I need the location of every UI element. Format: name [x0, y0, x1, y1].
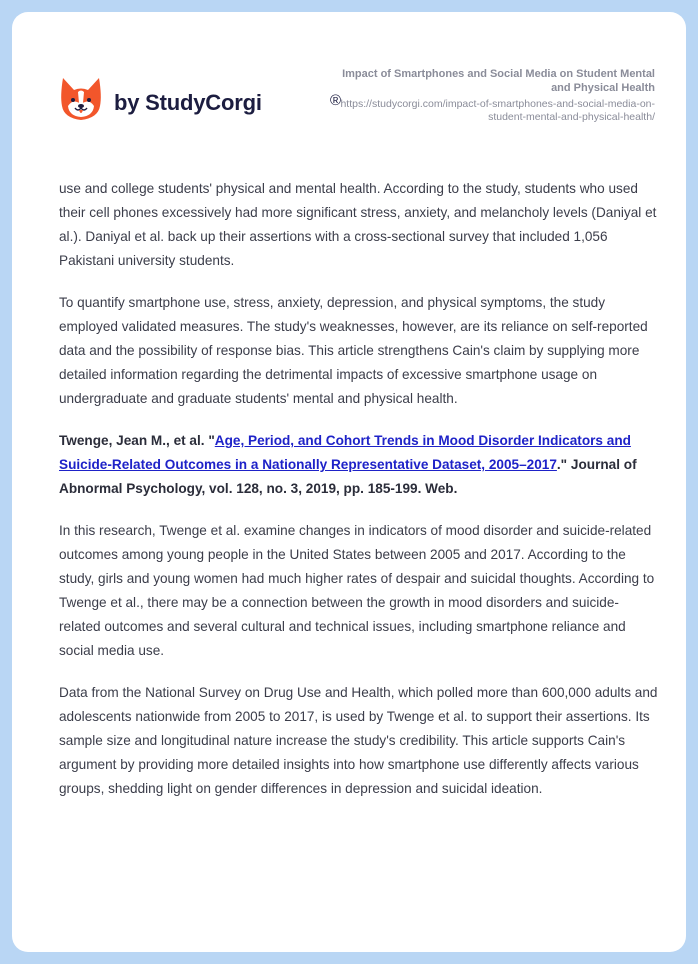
citation-source: ." Journal of Abnormal Psychology, vol. 128, no. 3, 2019, pp. 185-199. Web. [59, 457, 637, 496]
page-header [12, 12, 686, 152]
brand-name: by StudyCorgi [114, 90, 262, 115]
paragraph: To quantify smartphone use, stress, anxiety, depression, and physical symptoms, the study employed validated measures. The study's weaknesses, however, are its reliance on self-reported data and the possibility of response bias. This article strengthens Cain's claim by supplying more detailed information regarding the detrimental impacts of excessive smartphone usage on undergraduate and graduate students' mental and physical health. [59, 295, 648, 406]
article-body [59, 177, 659, 819]
citation-title-link[interactable]: Age, Period, and Cohort Trends in Mood Disorder Indicators and Suicide-Related Outcomes in a Nationally Representative Dataset, 2005–2017 [59, 433, 631, 472]
document-url[interactable]: https://studycorgi.com/impact-of-smartphones-and-social-media-on-student-mental-and-physical-health/ [340, 98, 655, 123]
document-title: Impact of Smartphones and Social Media on Student Mental and Physical Health [342, 68, 655, 94]
corgi-head-icon [60, 76, 102, 122]
paragraph: Data from the National Survey on Drug Use and Health, which polled more than 600,000 adults and adolescents nationwide from 2005 to 2017, is used by Twenge et al. to support their assertions. Its sample size and longitudinal nature increase the study's credibility. This article supports Cain's argument by providing more detailed insights into how smartphone use differently affects various groups, shedding light on gender differences in depression and suicidal ideation. [59, 685, 658, 796]
paragraph: use and college students' physical and mental health. According to the study, students who used their cell phones excessively had more significant stress, anxiety, and melancholy levels (Daniyal et al.). Daniyal et al. back up their assertions with a cross-sectional survey that included 1,056 Pakistani university students. [59, 181, 657, 268]
studycorgi-logo[interactable] [60, 76, 342, 122]
document-card [12, 12, 686, 952]
document-meta [325, 67, 655, 124]
paragraph: In this research, Twenge et al. examine changes in indicators of mood disorder and suicide-related outcomes among young people in the United States between 2005 and 2017. According to the study, girls and young women had much higher rates of despair and suicidal thoughts. According to Twenge et al., there may be a connection between the growth in mood disorders and suicide-related outcomes and several cultural and technical issues, including smartphone reliance and social media use. [59, 523, 655, 658]
works-cited-entry [59, 429, 659, 501]
citation-author: Twenge, Jean M., et al. " [59, 433, 215, 448]
registered-mark: ® [330, 92, 342, 109]
